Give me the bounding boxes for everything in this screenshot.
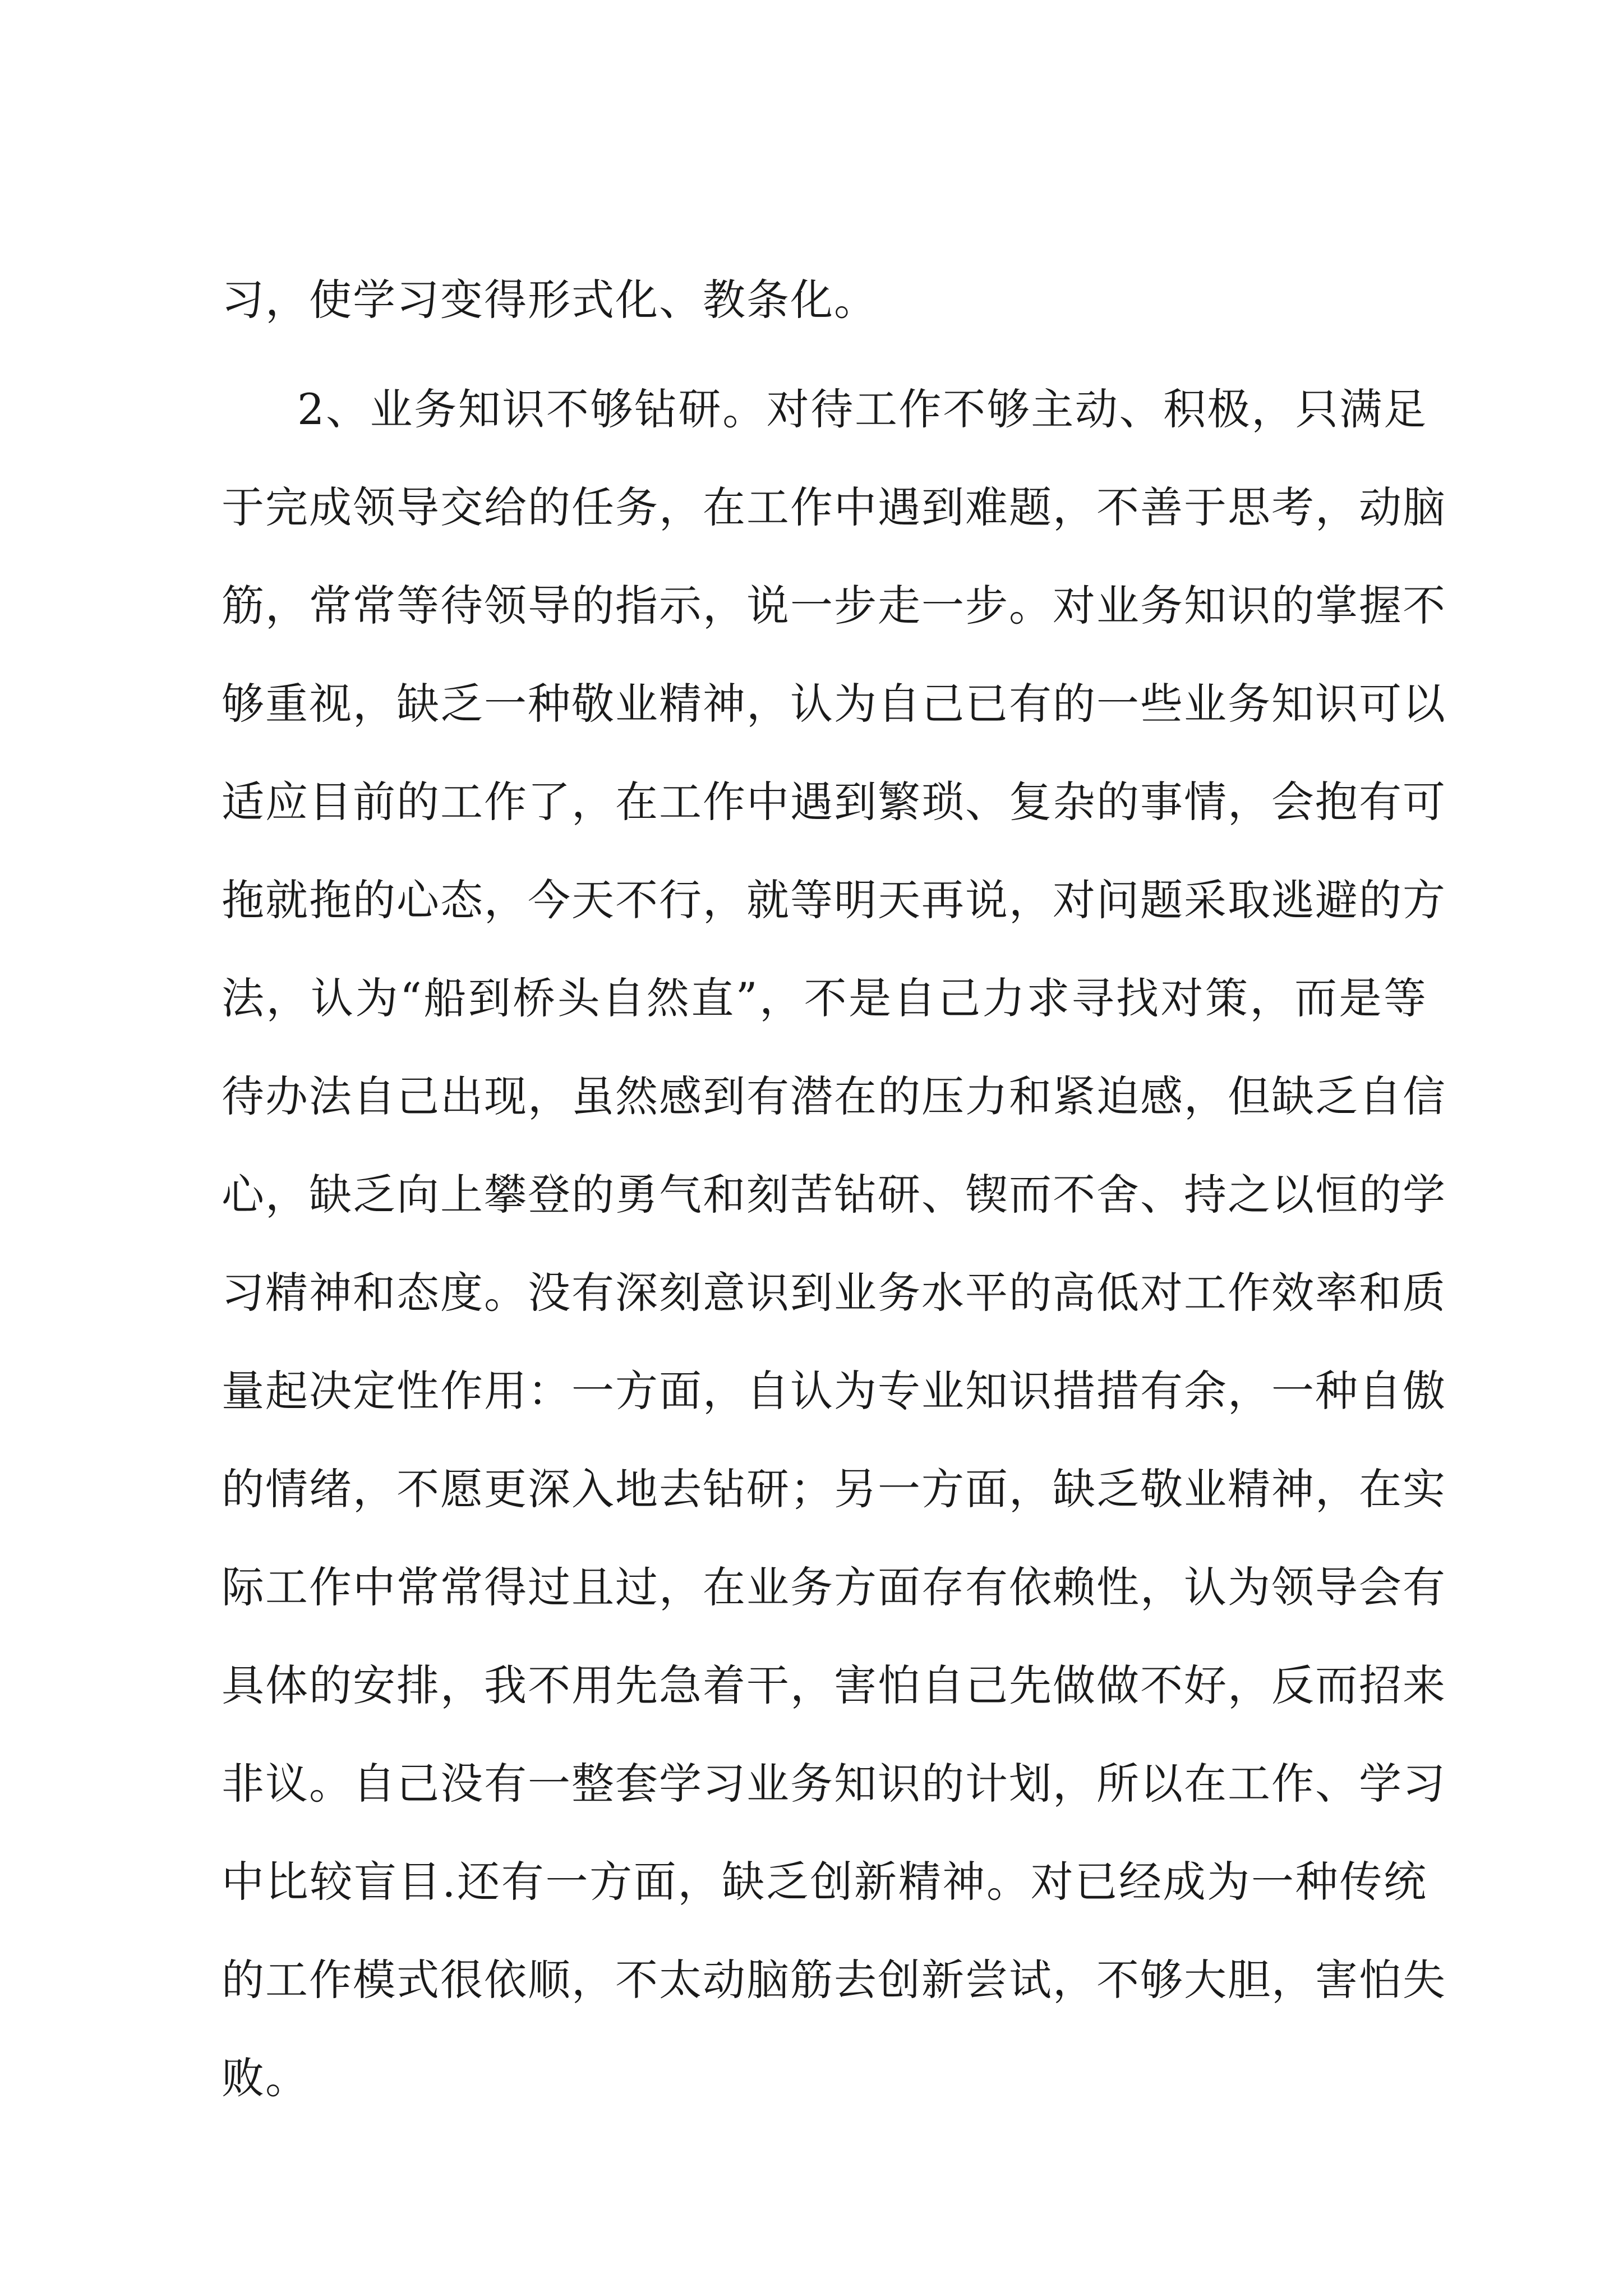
text-line: 非议。自己没有一整套学习业务知识的计划，所以在工作、学习	[222, 1759, 1446, 1809]
text-line: 中比较盲目.还有一方面，缺乏创新精神。对已经成为一种传统	[222, 1857, 1427, 1907]
text-line: 际工作中常常得过且过，在业务方面存有依赖性，认为领导会有	[222, 1562, 1446, 1612]
text-line: 具体的安排，我不用先急着干，害怕自己先做做不好，反而招来	[222, 1660, 1446, 1710]
text-line: 拖就拖的心态，今天不行，就等明天再说，对问题采取逃避的方	[222, 875, 1446, 925]
text-line: 的情绪，不愿更深入地去钻研；另一方面，缺乏敬业精神，在实	[222, 1464, 1446, 1514]
text-line: 待办法自己出现，虽然感到有潜在的压力和紧迫感，但缺乏自信	[222, 1071, 1446, 1121]
text-line: 筋，常常等待领导的指示，说一步走一步。对业务知识的掌握不	[222, 581, 1446, 631]
paragraph-2-start: 2、业务知识不够钻研。对待工作不够主动、积极，只满足	[297, 384, 1427, 434]
text-line: 适应目前的工作了，在工作中遇到繁琐、复杂的事情，会抱有可	[222, 777, 1446, 827]
text-line: 习，使学习变得形式化、教条化。	[222, 275, 878, 325]
text-line: 败。	[222, 2053, 309, 2103]
text-line: 法，认为“船到桥头自然直”，不是自己力求寻找对策，而是等	[222, 973, 1427, 1023]
text-line: 习精神和态度。没有深刻意识到业务水平的高低对工作效率和质	[222, 1268, 1446, 1318]
text-line: 的工作模式很依顺，不太动脑筋去创新尝试，不够大胆，害怕失	[222, 1955, 1446, 2005]
text-line: 量起决定性作用：一方面，自认为专业知识措措有余，一种自傲	[222, 1366, 1446, 1416]
text-line: 够重视，缺乏一种敬业精神，认为自己已有的一些业务知识可以	[222, 679, 1446, 729]
text-line: 于完成领导交给的任务，在工作中遇到难题，不善于思考，动脑	[222, 482, 1446, 532]
text-line: 心，缺乏向上攀登的勇气和刻苦钻研、锲而不舍、持之以恒的学	[222, 1170, 1446, 1220]
